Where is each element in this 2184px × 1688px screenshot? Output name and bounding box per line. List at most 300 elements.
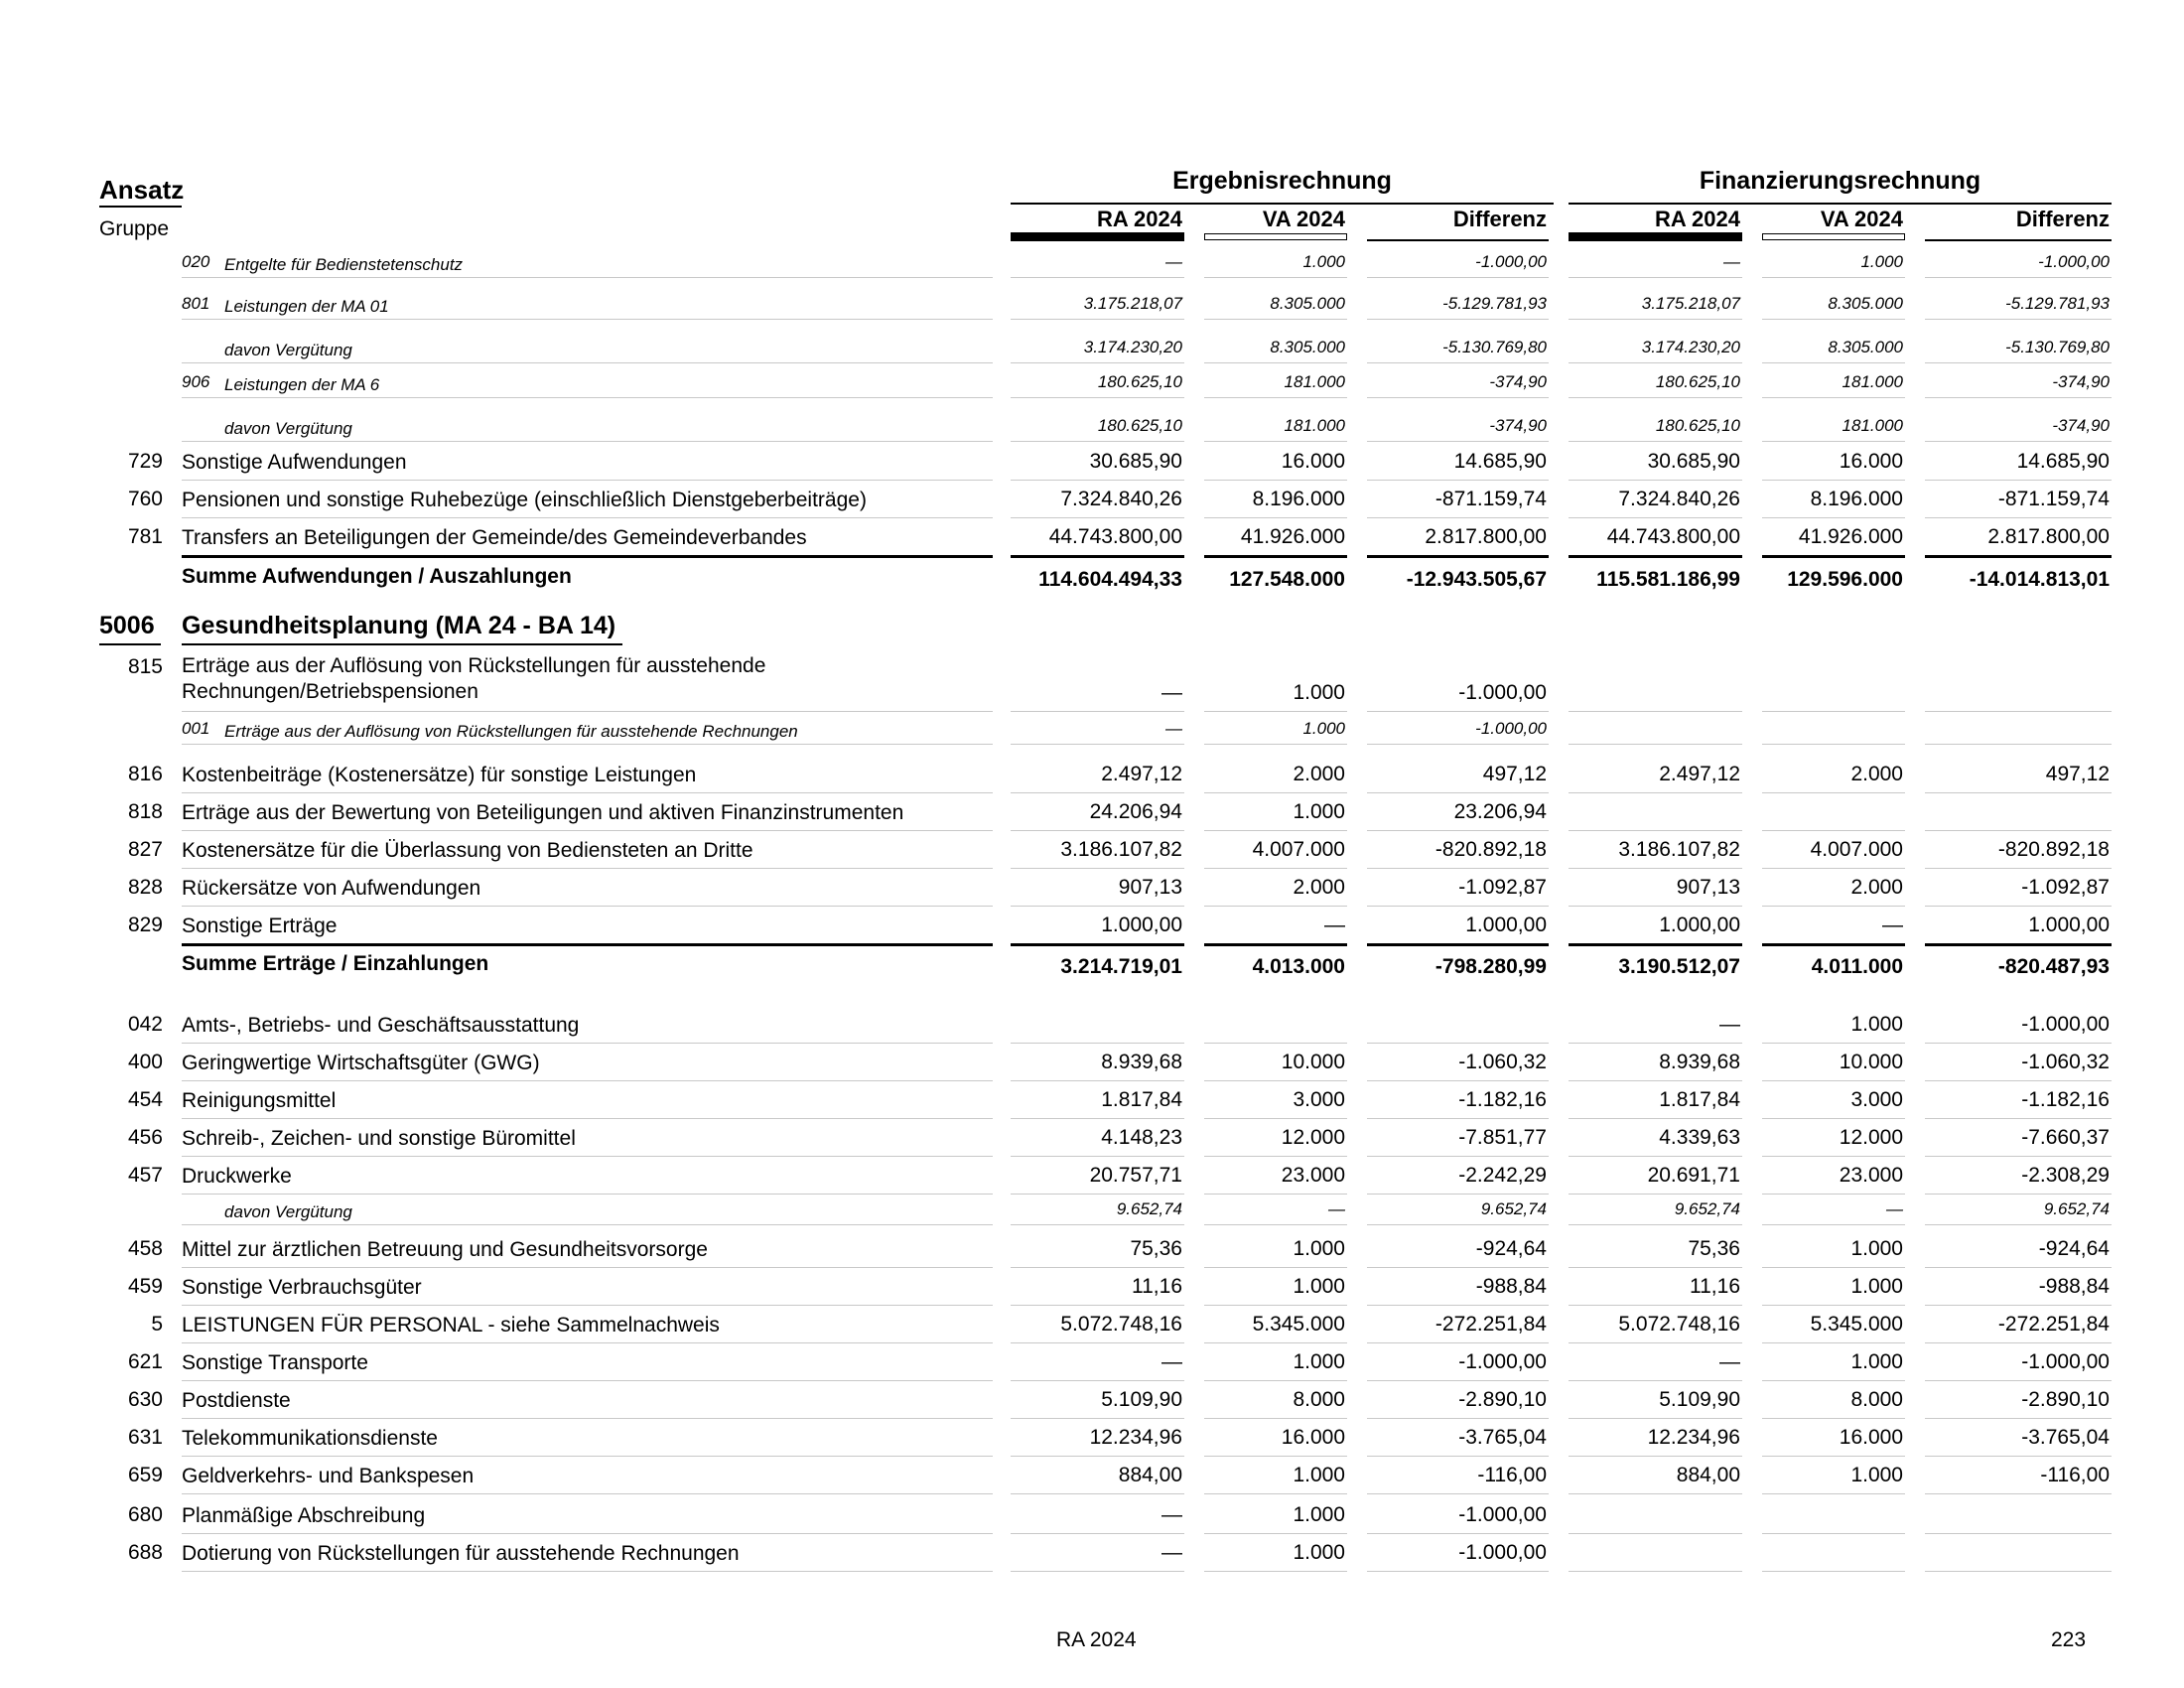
cell-underline	[1925, 943, 2112, 946]
cell-underline	[1204, 1380, 1347, 1381]
cell-underline	[1367, 1224, 1549, 1225]
finanzierung-header-line	[1569, 203, 2112, 205]
cell-col-6: -5.130.769,80	[2005, 338, 2110, 356]
finanzierung-header: Finanzierungsrechnung	[1699, 167, 1981, 195]
cell-underline	[1925, 1380, 2112, 1381]
cell-col-5: 2.000	[1850, 763, 1903, 785]
cell-underline	[1204, 1493, 1347, 1494]
row-label: Sonstige Verbrauchsgüter	[182, 1276, 422, 1299]
cell-underline	[1011, 1456, 1184, 1457]
cell-underline	[1367, 1043, 1549, 1044]
cell-underline	[1367, 1342, 1549, 1343]
cell-underline	[1762, 517, 1905, 518]
cell-underline	[1011, 277, 1184, 278]
row-label: Geringwertige Wirtschaftsgüter (GWG)	[182, 1052, 540, 1074]
cell-col-1: 75,36	[1130, 1237, 1182, 1260]
cell-col-5: 181.000	[1842, 416, 1903, 435]
row-code: 729	[127, 450, 163, 473]
cell-col-3: -5.129.781,93	[1442, 294, 1547, 313]
cell-underline	[1925, 517, 2112, 518]
label-underline	[182, 1571, 993, 1572]
cell-underline	[1925, 1118, 2112, 1119]
row-label-line2: Rechnungen/Betriebspensionen	[182, 680, 478, 703]
cell-col-5: 8.000	[1850, 1388, 1903, 1411]
row-label: davon Vergütung	[224, 341, 352, 359]
label-underline	[182, 906, 993, 907]
cell-col-6: -374,90	[2052, 372, 2110, 391]
cell-underline	[1762, 906, 1905, 907]
row-label: Summe Erträge / Einzahlungen	[182, 952, 489, 975]
column-header-5: VA 2024	[1820, 207, 1903, 231]
cell-underline	[1925, 1571, 2112, 1572]
cell-col-1: 3.175.218,07	[1083, 294, 1182, 313]
label-underline	[182, 1267, 993, 1268]
row-label: Druckwerke	[182, 1165, 292, 1188]
cell-col-3: -2.890,10	[1458, 1388, 1547, 1411]
row-code: 760	[127, 488, 163, 510]
cell-col-4: 11,16	[1690, 1275, 1740, 1298]
cell-underline	[1011, 868, 1184, 869]
cell-col-5: 1.000	[1850, 1237, 1903, 1260]
cell-underline	[1569, 1305, 1742, 1306]
cell-col-3: -1.000,00	[1458, 1541, 1547, 1564]
label-underline	[182, 1305, 993, 1306]
cell-underline	[1204, 397, 1347, 398]
label-underline	[182, 744, 993, 745]
cell-col-6: -2.308,29	[2021, 1164, 2110, 1187]
cell-underline	[1569, 1493, 1742, 1494]
row-label: Leistungen der MA 01	[224, 297, 389, 316]
label-underline	[182, 1533, 993, 1534]
cell-underline	[1925, 744, 2112, 745]
section-title: Gesundheitsplanung (MA 24 - BA 14)	[182, 612, 616, 639]
cell-underline	[1011, 1342, 1184, 1343]
cell-col-6: 9.652,74	[2043, 1199, 2110, 1218]
cell-underline	[1762, 397, 1905, 398]
cell-col-2: 4.007.000	[1252, 838, 1345, 861]
cell-underline	[1367, 830, 1549, 831]
cell-col-1: 4.148,23	[1101, 1126, 1182, 1149]
cell-underline	[1762, 943, 1905, 946]
cell-underline	[1925, 1456, 2112, 1457]
row-code: 5	[151, 1313, 163, 1336]
cell-underline	[1762, 744, 1905, 745]
gruppe-label: Gruppe	[99, 217, 170, 240]
cell-col-1: 11,16	[1132, 1275, 1182, 1298]
cell-col-5: 5.345.000	[1810, 1313, 1903, 1336]
row-label: Telekommunikationsdienste	[182, 1427, 438, 1450]
cell-underline	[1204, 1194, 1347, 1195]
cell-col-3: -374,90	[1489, 416, 1547, 435]
row-label: Dotierung von Rückstellungen für ausstehende Rechnungen	[182, 1542, 740, 1565]
cell-col-4: 180.625,10	[1655, 416, 1740, 435]
cell-underline	[1367, 906, 1549, 907]
cell-underline	[1925, 792, 2112, 793]
cell-col-4: 5.072.748,16	[1618, 1313, 1740, 1336]
cell-col-3: -1.000,00	[1475, 252, 1547, 271]
row-code: 828	[127, 876, 163, 899]
cell-col-3: -7.851,77	[1458, 1126, 1547, 1149]
cell-underline	[1367, 277, 1549, 278]
cell-col-3: 2.817.800,00	[1425, 525, 1547, 548]
cell-underline	[1762, 1194, 1905, 1195]
cell-underline	[1367, 868, 1549, 869]
cell-col-3: 23.206,94	[1453, 800, 1547, 823]
label-underline	[182, 1118, 993, 1119]
cell-col-5: 8.305.000	[1828, 338, 1903, 356]
column-header-6: Differenz	[2015, 207, 2110, 231]
column-header-bar-4	[1569, 232, 1742, 241]
row-code: 827	[127, 838, 163, 861]
label-underline	[182, 517, 993, 518]
cell-underline	[1569, 1456, 1742, 1457]
row-code: 688	[127, 1541, 163, 1564]
cell-col-2: 1.000	[1302, 719, 1345, 738]
cell-col-5: 129.596.000	[1787, 568, 1903, 591]
cell-underline	[1367, 1118, 1549, 1119]
cell-col-2: 8.000	[1293, 1388, 1345, 1411]
cell-col-1: 114.604.494,33	[1038, 568, 1182, 591]
cell-underline	[1367, 1456, 1549, 1457]
footer-center: RA 2024	[1056, 1628, 1137, 1651]
cell-underline	[1762, 1080, 1905, 1081]
label-underline	[182, 555, 993, 558]
cell-underline	[1569, 1418, 1742, 1419]
row-code: 630	[127, 1388, 163, 1411]
cell-col-3: -798.280,99	[1434, 955, 1547, 978]
cell-underline	[1762, 1418, 1905, 1419]
cell-underline	[1925, 1493, 2112, 1494]
cell-col-3: -1.000,00	[1458, 1350, 1547, 1373]
cell-col-1: 1.817,84	[1101, 1088, 1182, 1111]
cell-col-4: 907,13	[1676, 876, 1740, 899]
cell-underline	[1204, 277, 1347, 278]
cell-col-3: -374,90	[1489, 372, 1547, 391]
cell-col-2: 8.305.000	[1270, 338, 1345, 356]
cell-underline	[1011, 1043, 1184, 1044]
label-underline	[182, 830, 993, 831]
cell-col-6: -924,64	[2038, 1237, 2110, 1260]
cell-col-4: 180.625,10	[1655, 372, 1740, 391]
cell-underline	[1011, 711, 1184, 712]
cell-col-4: 5.109,90	[1659, 1388, 1740, 1411]
label-underline	[182, 1493, 993, 1494]
cell-col-1: 907,13	[1118, 876, 1182, 899]
footer-page-number: 223	[2051, 1628, 2087, 1651]
cell-col-5: 3.000	[1850, 1088, 1903, 1111]
cell-col-1: 30.685,90	[1089, 450, 1182, 473]
cell-underline	[1569, 1156, 1742, 1157]
cell-col-3: -1.092,87	[1458, 876, 1547, 899]
cell-underline	[1569, 319, 1742, 320]
cell-underline	[1925, 1224, 2112, 1225]
cell-col-4: 4.339,63	[1659, 1126, 1740, 1149]
cell-col-2: 1.000	[1302, 252, 1345, 271]
cell-underline	[1011, 1156, 1184, 1157]
cell-underline	[1925, 1194, 2112, 1195]
cell-underline	[1762, 319, 1905, 320]
cell-underline	[1011, 1380, 1184, 1381]
row-label: Schreib-, Zeichen- und sonstige Büromittel	[182, 1127, 576, 1150]
row-label-line1: Erträge aus der Auflösung von Rückstellungen für ausstehende	[182, 654, 766, 677]
cell-col-3: -820.892,18	[1434, 838, 1547, 861]
cell-col-4: —	[1723, 252, 1740, 271]
cell-underline	[1011, 1224, 1184, 1225]
cell-col-2: 1.000	[1293, 1541, 1345, 1564]
cell-underline	[1011, 744, 1184, 745]
label-underline	[182, 362, 993, 363]
cell-col-2: 16.000	[1281, 450, 1345, 473]
cell-col-1: 2.497,12	[1101, 763, 1182, 785]
label-underline	[182, 792, 993, 793]
cell-underline	[1011, 1267, 1184, 1268]
cell-col-2: 181.000	[1284, 416, 1345, 435]
cell-col-5: 41.926.000	[1798, 525, 1903, 548]
row-label: Erträge aus der Bewertung von Beteiligungen und aktiven Finanzinstrumenten	[182, 801, 904, 824]
cell-underline	[1011, 1571, 1184, 1572]
cell-col-5: 1.000	[1850, 1275, 1903, 1298]
cell-underline	[1204, 1043, 1347, 1044]
cell-col-5: 2.000	[1850, 876, 1903, 899]
cell-col-1: 7.324.840,26	[1060, 488, 1182, 510]
label-underline	[182, 1224, 993, 1225]
cell-underline	[1011, 1080, 1184, 1081]
cell-col-3: -116,00	[1477, 1464, 1547, 1486]
cell-col-4: 3.175.218,07	[1641, 294, 1740, 313]
cell-underline	[1925, 1043, 2112, 1044]
cell-underline	[1011, 362, 1184, 363]
cell-col-1: —	[1161, 681, 1182, 704]
cell-underline	[1569, 277, 1742, 278]
cell-underline	[1762, 362, 1905, 363]
cell-col-3: 497,12	[1482, 763, 1547, 785]
cell-underline	[1011, 792, 1184, 793]
cell-col-2: 10.000	[1281, 1051, 1345, 1073]
cell-col-1: 3.214.719,01	[1060, 955, 1182, 978]
label-underline	[182, 397, 993, 398]
cell-col-2: 16.000	[1281, 1426, 1345, 1449]
label-underline	[182, 1080, 993, 1081]
cell-col-2: 1.000	[1293, 1464, 1345, 1486]
ansatz-label: Ansatz	[99, 175, 185, 205]
cell-underline	[1011, 1118, 1184, 1119]
cell-underline	[1762, 1493, 1905, 1494]
cell-col-1: —	[1161, 1503, 1182, 1526]
section-code-underline	[99, 643, 161, 645]
cell-underline	[1204, 711, 1347, 712]
cell-underline	[1762, 830, 1905, 831]
cell-col-6: -1.000,00	[2038, 252, 2110, 271]
cell-col-1: 3.174.230,20	[1083, 338, 1182, 356]
cell-col-4: 3.174.230,20	[1641, 338, 1740, 356]
cell-col-3: -871.159,74	[1434, 488, 1547, 510]
cell-col-5: 8.196.000	[1810, 488, 1903, 510]
cell-underline	[1569, 1118, 1742, 1119]
cell-col-6: -272.251,84	[1997, 1313, 2110, 1336]
cell-underline	[1011, 906, 1184, 907]
cell-underline	[1011, 319, 1184, 320]
cell-col-3: -988,84	[1475, 1275, 1547, 1298]
cell-underline	[1367, 1267, 1549, 1268]
cell-col-2: 2.000	[1293, 876, 1345, 899]
cell-underline	[1367, 943, 1549, 946]
cell-underline	[1204, 1080, 1347, 1081]
cell-underline	[1011, 517, 1184, 518]
cell-underline	[1569, 868, 1742, 869]
cell-underline	[1762, 1267, 1905, 1268]
column-header-bar-3	[1367, 239, 1549, 241]
column-header-2: VA 2024	[1262, 207, 1345, 231]
cell-col-3: -2.242,29	[1458, 1164, 1547, 1187]
cell-underline	[1011, 397, 1184, 398]
cell-underline	[1204, 943, 1347, 946]
row-code: 454	[127, 1088, 163, 1111]
cell-underline	[1204, 441, 1347, 442]
cell-underline	[1204, 906, 1347, 907]
cell-underline	[1011, 943, 1184, 946]
cell-underline	[1367, 1194, 1549, 1195]
row-label: Mittel zur ärztlichen Betreuung und Gesundheitsvorsorge	[182, 1238, 708, 1261]
cell-underline	[1569, 1224, 1742, 1225]
row-code: 781	[127, 525, 163, 548]
cell-col-4: 12.234,96	[1647, 1426, 1740, 1449]
cell-col-2: 1.000	[1293, 1237, 1345, 1260]
cell-col-1: 3.186.107,82	[1060, 838, 1182, 861]
cell-underline	[1367, 362, 1549, 363]
cell-col-2: 1.000	[1293, 1350, 1345, 1373]
cell-col-2: 8.196.000	[1252, 488, 1345, 510]
row-code: 459	[127, 1275, 163, 1298]
cell-underline	[1762, 868, 1905, 869]
label-underline	[182, 1043, 993, 1044]
cell-underline	[1762, 1533, 1905, 1534]
cell-underline	[1367, 1571, 1549, 1572]
cell-underline	[1204, 1342, 1347, 1343]
cell-col-6: -14.014.813,01	[1969, 568, 2110, 591]
row-label: Sonstige Erträge	[182, 914, 338, 937]
cell-underline	[1925, 1342, 2112, 1343]
cell-col-1: 20.757,71	[1089, 1164, 1182, 1187]
column-header-bar-6	[1925, 239, 2112, 241]
cell-underline	[1569, 1380, 1742, 1381]
cell-underline	[1569, 1267, 1742, 1268]
row-code: 659	[127, 1464, 163, 1486]
cell-col-1: 180.625,10	[1097, 372, 1182, 391]
cell-col-3: -1.182,16	[1458, 1088, 1547, 1111]
row-code: 042	[127, 1013, 163, 1036]
cell-col-2: —	[1328, 1199, 1345, 1218]
section-title-underline	[182, 643, 622, 645]
column-header-4: RA 2024	[1654, 207, 1740, 231]
cell-col-5: 4.007.000	[1810, 838, 1903, 861]
cell-col-4: 7.324.840,26	[1618, 488, 1740, 510]
cell-underline	[1762, 1571, 1905, 1572]
cell-col-5: —	[1882, 914, 1903, 936]
row-label: Amts-, Betriebs- und Geschäftsausstattung	[182, 1014, 580, 1037]
cell-underline	[1925, 277, 2112, 278]
cell-underline	[1925, 711, 2112, 712]
cell-underline	[1367, 711, 1549, 712]
cell-col-6: 14.685,90	[2016, 450, 2110, 473]
cell-underline	[1925, 397, 2112, 398]
cell-col-4: 3.186.107,82	[1618, 838, 1740, 861]
cell-underline	[1762, 1305, 1905, 1306]
cell-col-6: -116,00	[2040, 1464, 2110, 1486]
cell-underline	[1367, 1418, 1549, 1419]
cell-underline	[1762, 792, 1905, 793]
cell-col-2: 127.548.000	[1229, 568, 1345, 591]
cell-col-1: —	[1161, 1541, 1182, 1564]
cell-col-5: 1.000	[1850, 1464, 1903, 1486]
cell-col-3: 14.685,90	[1453, 450, 1547, 473]
ansatz-underline	[99, 206, 182, 208]
cell-col-5: 1.000	[1860, 252, 1903, 271]
cell-col-6: -374,90	[2052, 416, 2110, 435]
cell-underline	[1762, 1342, 1905, 1343]
cell-underline	[1569, 441, 1742, 442]
cell-underline	[1925, 868, 2112, 869]
row-code: 631	[127, 1426, 163, 1449]
cell-col-2: 4.013.000	[1252, 955, 1345, 978]
cell-underline	[1762, 1456, 1905, 1457]
cell-col-4: 1.817,84	[1659, 1088, 1740, 1111]
cell-col-5: —	[1886, 1199, 1903, 1218]
row-code: 001	[182, 719, 210, 738]
cell-underline	[1204, 1533, 1347, 1534]
cell-underline	[1569, 830, 1742, 831]
cell-underline	[1925, 1080, 2112, 1081]
cell-underline	[1367, 441, 1549, 442]
cell-underline	[1569, 711, 1742, 712]
cell-underline	[1569, 397, 1742, 398]
row-code: 621	[127, 1350, 163, 1373]
cell-col-2: 3.000	[1293, 1088, 1345, 1111]
cell-col-1: 44.743.800,00	[1048, 525, 1182, 548]
cell-col-5: 16.000	[1839, 1426, 1903, 1449]
row-code: 816	[127, 763, 163, 785]
cell-underline	[1204, 1305, 1347, 1306]
cell-col-2: 8.305.000	[1270, 294, 1345, 313]
ergebnis-header-line	[1011, 203, 1554, 205]
cell-col-4: 115.581.186,99	[1596, 568, 1740, 591]
cell-col-6: 1.000,00	[2028, 914, 2110, 936]
cell-underline	[1569, 1342, 1742, 1343]
label-underline	[182, 1342, 993, 1343]
cell-underline	[1569, 1533, 1742, 1534]
cell-col-5: 1.000	[1850, 1013, 1903, 1036]
cell-col-6: -1.000,00	[2021, 1350, 2110, 1373]
row-code: 456	[127, 1126, 163, 1149]
cell-underline	[1925, 830, 2112, 831]
cell-underline	[1204, 555, 1347, 558]
column-header-1: RA 2024	[1096, 207, 1182, 231]
cell-underline	[1762, 441, 1905, 442]
cell-underline	[1569, 906, 1742, 907]
cell-underline	[1925, 319, 2112, 320]
cell-col-1: —	[1161, 1350, 1182, 1373]
cell-col-2: 5.345.000	[1252, 1313, 1345, 1336]
label-underline	[182, 441, 993, 442]
cell-col-6: -2.890,10	[2021, 1388, 2110, 1411]
cell-col-6: -820.487,93	[1997, 955, 2110, 978]
label-underline	[182, 943, 993, 946]
cell-col-4: 44.743.800,00	[1606, 525, 1740, 548]
cell-underline	[1011, 1418, 1184, 1419]
cell-underline	[1762, 1118, 1905, 1119]
cell-underline	[1204, 1571, 1347, 1572]
cell-underline	[1762, 1380, 1905, 1381]
row-label: Sonstige Aufwendungen	[182, 451, 407, 474]
